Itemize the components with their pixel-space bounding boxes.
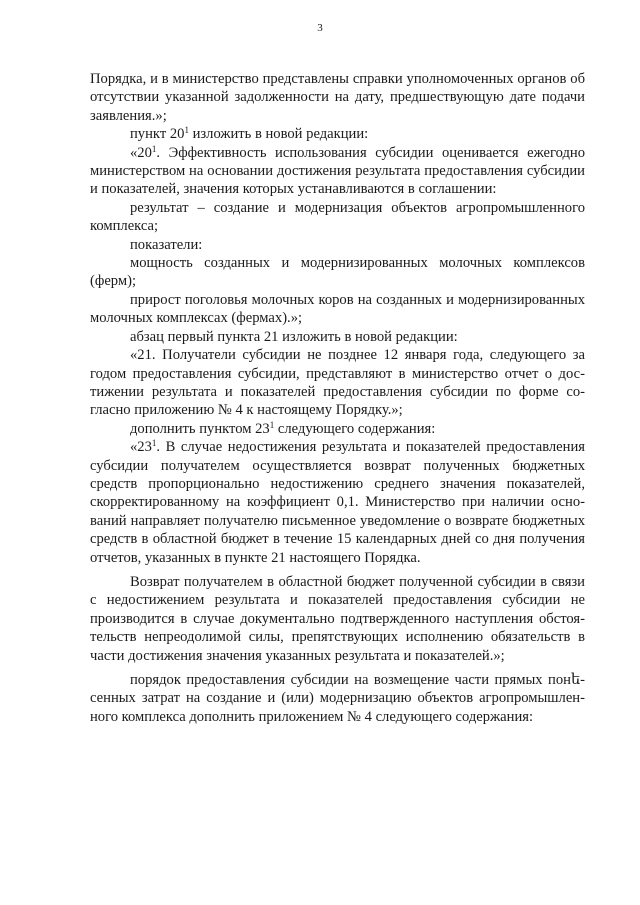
paragraph bbox=[90, 291, 585, 328]
paragraph-text: пункт 20 bbox=[130, 126, 185, 143]
paragraph-text: «21. Получатели субсидии не позднее 12 января года, следующего за годом предоставления субсидии, представляют в министерство отчет о достижении результата и показателей предоставления субсидии по форме согласно приложению № 4 к настоящему Порядку.»; bbox=[90, 347, 585, 419]
paragraph-text: изложить в новой редакции: bbox=[188, 126, 369, 143]
paragraph bbox=[90, 573, 585, 665]
superscript: 1 bbox=[151, 143, 157, 154]
paragraph-text: дополнить пунктом 23 bbox=[130, 420, 270, 437]
paragraph bbox=[90, 144, 585, 199]
paragraph bbox=[90, 199, 585, 236]
paragraph-text: Возврат получателем в областной бюджет полученной субсидии в связи с недостижением результата и показателей предоставления субсидии не производится в случае документально подтвержденного наступления обстоятельств непреодолимой силы, препятствующих исполнению обязательств в части достижения значения указанных результата и показателей.»; bbox=[90, 573, 585, 664]
paragraph-text: «20 bbox=[130, 144, 152, 161]
paragraph bbox=[90, 236, 585, 254]
paragraph-text: прирост поголовья молочных коров на созданных и модернизированных молочных комплексах (фермах).»; bbox=[90, 291, 585, 327]
superscript: 1 bbox=[151, 438, 157, 449]
paragraph-text: . Эффективность использования субсидии оценивается ежегодно министерством на основании достижения результата предоставления субсидии и показателей, значения которых устанавливаются в соглашении: bbox=[90, 144, 585, 198]
document-body bbox=[90, 70, 585, 726]
paragraph bbox=[90, 70, 585, 125]
paragraph-text: . В случае недостижения результата и показателей предоставления субсидии получателем осуществляется возврат полученных бюджетных средств пропорционально недостижению среднего значения показателей, скорректированному на коэффициент 0,1. Министерство при наличии оснований направляет получателю письменное уведомление о возврате бюджетных средств в областной бюджет в течение 15 календарных дней со дня получения отчетов, указанных в пункте 21 настоящего Порядка. bbox=[90, 439, 585, 566]
superscript: 1 bbox=[269, 419, 275, 430]
paragraph-text: показатели: bbox=[130, 236, 203, 253]
paragraph-text: «23 bbox=[130, 439, 152, 456]
paragraph-text: мощность созданных и модернизированных молочных комплексов (ферм); bbox=[90, 255, 585, 290]
paragraph bbox=[90, 125, 585, 143]
paragraph bbox=[90, 671, 585, 726]
paragraph bbox=[90, 328, 585, 346]
paragraph bbox=[90, 254, 585, 291]
paragraph-text: порядок предоставления субсидии на возмещение части прямых понեсенных затрат на создание и (или) модернизацию объектов агропромышленного комплекса дополнить приложением № 4 следующего содержания: bbox=[90, 672, 585, 725]
paragraph bbox=[90, 346, 585, 420]
paragraph-text: результат – создание и модернизация объектов агропромышленного комплекса; bbox=[90, 199, 585, 235]
paragraph bbox=[90, 438, 585, 567]
paragraph-text: Порядка, и в министерство представлены справки уполномоченных органов об отсутствии указанной задолженности на дату, предшествующую дате подачи заявления.»; bbox=[90, 71, 585, 124]
superscript: 1 bbox=[184, 125, 189, 136]
paragraph bbox=[90, 420, 585, 438]
page-number: 3 bbox=[317, 22, 323, 34]
paragraph-text: абзац первый пункта 21 изложить в новой редакции: bbox=[130, 328, 458, 345]
paragraph-text: следующего содержания: bbox=[274, 420, 436, 437]
